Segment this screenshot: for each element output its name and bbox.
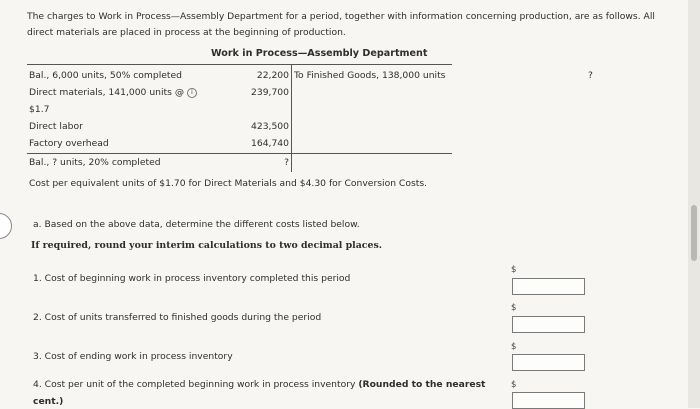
debit-amount-beginning-balance: 22,200 — [256, 70, 289, 81]
question-2-label: 2. Cost of units transferred to finished goods during the period — [33, 312, 322, 323]
question-4-rounding-note-cont: cent.) — [33, 396, 64, 407]
question-4-label — [33, 379, 485, 390]
part-a-instruction: a. Based on the above data, determine the different costs listed below. — [33, 219, 360, 230]
question-1-label: 1. Cost of beginning work in process inventory completed this period — [33, 273, 351, 284]
debit-amount-direct-labor: 423,500 — [251, 121, 289, 132]
question-3-answer-input[interactable] — [512, 354, 585, 371]
debit-label-direct-labor: Direct labor — [29, 121, 83, 132]
credit-amount-finished-goods: ? — [588, 70, 593, 81]
question-2-answer-input[interactable] — [512, 316, 585, 333]
debit-amount-direct-materials: 239,700 — [251, 87, 289, 98]
scrollbar-thumb[interactable] — [691, 205, 697, 261]
question-2-currency: $ — [511, 303, 517, 313]
problem-intro: The charges to Work in Process—Assembly Department for a period, together with information concerning production, are as follows. All direct materials are placed in process at the beginning of production. — [27, 11, 655, 38]
t-account-center-rule — [291, 64, 292, 172]
debit-label-ending-balance: Bal., ? units, 20% completed — [29, 157, 161, 168]
question-4-label-text: 4. Cost per unit of the completed beginning work in process inventory — [33, 379, 359, 390]
question-3-currency: $ — [511, 342, 517, 352]
credit-label-finished-goods: To Finished Goods, 138,000 units — [294, 70, 446, 81]
question-4-answer-input[interactable] — [512, 392, 585, 409]
cost-per-equivalent-unit-note: Cost per equivalent units of $1.70 for Direct Materials and $4.30 for Conversion Costs. — [29, 178, 428, 189]
debit-amount-ending-balance: ? — [284, 157, 289, 168]
debit-label-beginning-balance: Bal., 6,000 units, 50% completed — [29, 70, 182, 81]
question-3-label: 3. Cost of ending work in process inventory — [33, 351, 233, 362]
debit-label-direct-materials — [29, 87, 197, 98]
debit-label-unit-rate: $1.7 — [29, 104, 50, 115]
question-1-answer-input[interactable] — [512, 278, 585, 295]
info-icon[interactable]: i — [187, 88, 197, 98]
rounding-instruction: If required, round your interim calculations to two decimal places. — [31, 240, 383, 251]
t-account-top-rule — [27, 64, 452, 65]
question-4-rounding-note: (Rounded to the nearest — [358, 379, 486, 390]
question-1-currency: $ — [511, 265, 517, 275]
t-account-title: Work in Process—Assembly Department — [211, 48, 428, 59]
t-account-balance-rule — [27, 153, 452, 154]
question-4-currency: $ — [511, 380, 517, 390]
side-panel-handle[interactable] — [0, 213, 12, 239]
debit-label-direct-materials-text: Direct materials, 141,000 units @ — [29, 87, 185, 98]
debit-label-factory-overhead: Factory overhead — [29, 138, 109, 149]
page-scrollbar[interactable] — [688, 0, 700, 408]
debit-amount-factory-overhead: 164,740 — [251, 138, 289, 149]
